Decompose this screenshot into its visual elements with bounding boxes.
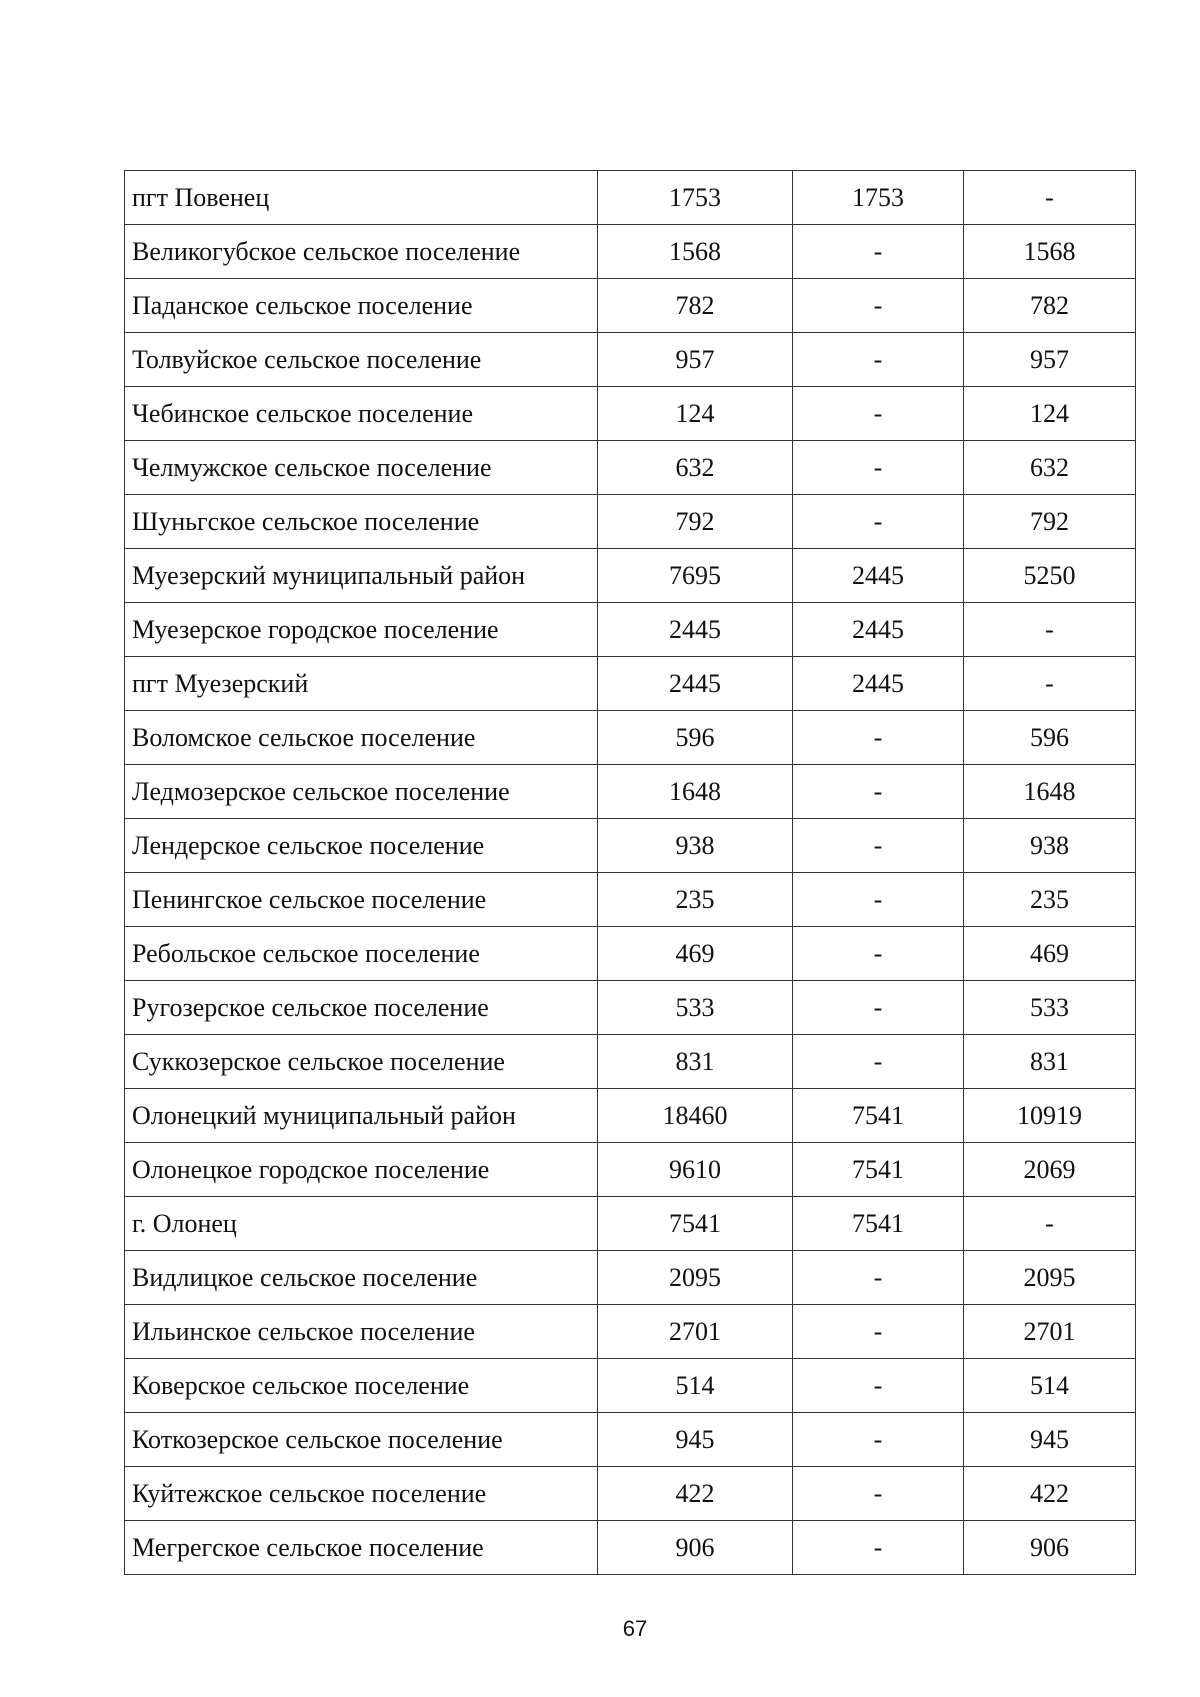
settlement-name-cell: Муезерский муниципальный район — [125, 549, 598, 603]
rural-population-cell: 792 — [964, 495, 1136, 549]
table-row — [125, 441, 1136, 495]
rural-population-cell: 831 — [964, 1035, 1136, 1089]
total-population-cell: 2445 — [598, 657, 793, 711]
total-population-cell: 514 — [598, 1359, 793, 1413]
settlement-name-cell: Пенингское сельское поселение — [125, 873, 598, 927]
table-row — [125, 1467, 1136, 1521]
settlement-name-cell: Ругозерское сельское поселение — [125, 981, 598, 1035]
urban-population-cell: 7541 — [793, 1143, 964, 1197]
rural-population-cell: 938 — [964, 819, 1136, 873]
settlement-name-cell: Мегрегское сельское поселение — [125, 1521, 598, 1575]
rural-population-cell: 514 — [964, 1359, 1136, 1413]
settlement-name-cell: Воломское сельское поселение — [125, 711, 598, 765]
table-row — [125, 1035, 1136, 1089]
rural-population-cell: 2701 — [964, 1305, 1136, 1359]
total-population-cell: 792 — [598, 495, 793, 549]
table-row — [125, 1143, 1136, 1197]
settlement-name-cell: Ледмозерское сельское поселение — [125, 765, 598, 819]
table-row — [125, 387, 1136, 441]
table-row — [125, 927, 1136, 981]
urban-population-cell: 2445 — [793, 549, 964, 603]
urban-population-cell: - — [793, 441, 964, 495]
population-table — [124, 170, 1136, 1575]
settlement-name-cell: пгт Повенец — [125, 171, 598, 225]
total-population-cell: 1648 — [598, 765, 793, 819]
table-row — [125, 1305, 1136, 1359]
total-population-cell: 782 — [598, 279, 793, 333]
settlement-name-cell: Олонецкий муниципальный район — [125, 1089, 598, 1143]
rural-population-cell: - — [964, 1197, 1136, 1251]
settlement-name-cell: г. Олонец — [125, 1197, 598, 1251]
table-row — [125, 873, 1136, 927]
total-population-cell: 1753 — [598, 171, 793, 225]
total-population-cell: 469 — [598, 927, 793, 981]
urban-population-cell: - — [793, 1305, 964, 1359]
settlement-name-cell: Ребольское сельское поселение — [125, 927, 598, 981]
table-row — [125, 711, 1136, 765]
urban-population-cell: - — [793, 1521, 964, 1575]
urban-population-cell: - — [793, 1359, 964, 1413]
rural-population-cell: 235 — [964, 873, 1136, 927]
rural-population-cell: 5250 — [964, 549, 1136, 603]
settlement-name-cell: Коверское сельское поселение — [125, 1359, 598, 1413]
rural-population-cell: 2069 — [964, 1143, 1136, 1197]
rural-population-cell: 957 — [964, 333, 1136, 387]
table-row — [125, 549, 1136, 603]
total-population-cell: 831 — [598, 1035, 793, 1089]
total-population-cell: 957 — [598, 333, 793, 387]
rural-population-cell: 782 — [964, 279, 1136, 333]
rural-population-cell: 945 — [964, 1413, 1136, 1467]
table-row — [125, 1359, 1136, 1413]
settlement-name-cell: Муезерское городское поселение — [125, 603, 598, 657]
urban-population-cell: 7541 — [793, 1197, 964, 1251]
total-population-cell: 945 — [598, 1413, 793, 1467]
urban-population-cell: - — [793, 495, 964, 549]
settlement-name-cell: Суккозерское сельское поселение — [125, 1035, 598, 1089]
settlement-name-cell: Шуньгское сельское поселение — [125, 495, 598, 549]
urban-population-cell: - — [793, 927, 964, 981]
settlement-name-cell: Паданское сельское поселение — [125, 279, 598, 333]
total-population-cell: 2095 — [598, 1251, 793, 1305]
rural-population-cell: 10919 — [964, 1089, 1136, 1143]
settlement-name-cell: Видлицкое сельское поселение — [125, 1251, 598, 1305]
settlement-name-cell: пгт Муезерский — [125, 657, 598, 711]
rural-population-cell: 906 — [964, 1521, 1136, 1575]
total-population-cell: 9610 — [598, 1143, 793, 1197]
urban-population-cell: - — [793, 1413, 964, 1467]
total-population-cell: 7695 — [598, 549, 793, 603]
settlement-name-cell: Великогубское сельское поселение — [125, 225, 598, 279]
table-body — [125, 171, 1136, 1575]
urban-population-cell: - — [793, 765, 964, 819]
settlement-name-cell: Коткозерское сельское поселение — [125, 1413, 598, 1467]
table-row — [125, 657, 1136, 711]
table-row — [125, 1413, 1136, 1467]
urban-population-cell: - — [793, 1251, 964, 1305]
rural-population-cell: 124 — [964, 387, 1136, 441]
settlement-name-cell: Толвуйское сельское поселение — [125, 333, 598, 387]
total-population-cell: 906 — [598, 1521, 793, 1575]
settlement-name-cell: Челмужское сельское поселение — [125, 441, 598, 495]
urban-population-cell: - — [793, 1467, 964, 1521]
urban-population-cell: - — [793, 387, 964, 441]
table-row — [125, 279, 1136, 333]
total-population-cell: 18460 — [598, 1089, 793, 1143]
settlement-name-cell: Олонецкое городское поселение — [125, 1143, 598, 1197]
urban-population-cell: 1753 — [793, 171, 964, 225]
rural-population-cell: - — [964, 171, 1136, 225]
urban-population-cell: - — [793, 225, 964, 279]
urban-population-cell: 7541 — [793, 1089, 964, 1143]
table-row — [125, 1521, 1136, 1575]
urban-population-cell: - — [793, 981, 964, 1035]
total-population-cell: 596 — [598, 711, 793, 765]
urban-population-cell: - — [793, 333, 964, 387]
table-row — [125, 1251, 1136, 1305]
total-population-cell: 1568 — [598, 225, 793, 279]
settlement-name-cell: Ильинское сельское поселение — [125, 1305, 598, 1359]
table-row — [125, 765, 1136, 819]
settlement-name-cell: Куйтежское сельское поселение — [125, 1467, 598, 1521]
total-population-cell: 533 — [598, 981, 793, 1035]
table-row — [125, 171, 1136, 225]
total-population-cell: 2445 — [598, 603, 793, 657]
total-population-cell: 2701 — [598, 1305, 793, 1359]
page-number: 67 — [622, 1616, 648, 1641]
total-population-cell: 938 — [598, 819, 793, 873]
table-row — [125, 981, 1136, 1035]
urban-population-cell: 2445 — [793, 603, 964, 657]
rural-population-cell: 533 — [964, 981, 1136, 1035]
rural-population-cell: 1648 — [964, 765, 1136, 819]
table-row — [125, 1197, 1136, 1251]
table-row — [125, 495, 1136, 549]
urban-population-cell: - — [793, 873, 964, 927]
rural-population-cell: 469 — [964, 927, 1136, 981]
urban-population-cell: - — [793, 279, 964, 333]
urban-population-cell: 2445 — [793, 657, 964, 711]
total-population-cell: 7541 — [598, 1197, 793, 1251]
urban-population-cell: - — [793, 819, 964, 873]
rural-population-cell: 422 — [964, 1467, 1136, 1521]
table-row — [125, 225, 1136, 279]
table-row — [125, 1089, 1136, 1143]
urban-population-cell: - — [793, 711, 964, 765]
table-row — [125, 819, 1136, 873]
rural-population-cell: 596 — [964, 711, 1136, 765]
total-population-cell: 422 — [598, 1467, 793, 1521]
settlement-name-cell: Лендерское сельское поселение — [125, 819, 598, 873]
table-row — [125, 603, 1136, 657]
total-population-cell: 124 — [598, 387, 793, 441]
rural-population-cell: 1568 — [964, 225, 1136, 279]
urban-population-cell: - — [793, 1035, 964, 1089]
settlement-name-cell: Чебинское сельское поселение — [125, 387, 598, 441]
total-population-cell: 632 — [598, 441, 793, 495]
rural-population-cell: - — [964, 657, 1136, 711]
table-row — [125, 333, 1136, 387]
total-population-cell: 235 — [598, 873, 793, 927]
rural-population-cell: - — [964, 603, 1136, 657]
rural-population-cell: 2095 — [964, 1251, 1136, 1305]
rural-population-cell: 632 — [964, 441, 1136, 495]
